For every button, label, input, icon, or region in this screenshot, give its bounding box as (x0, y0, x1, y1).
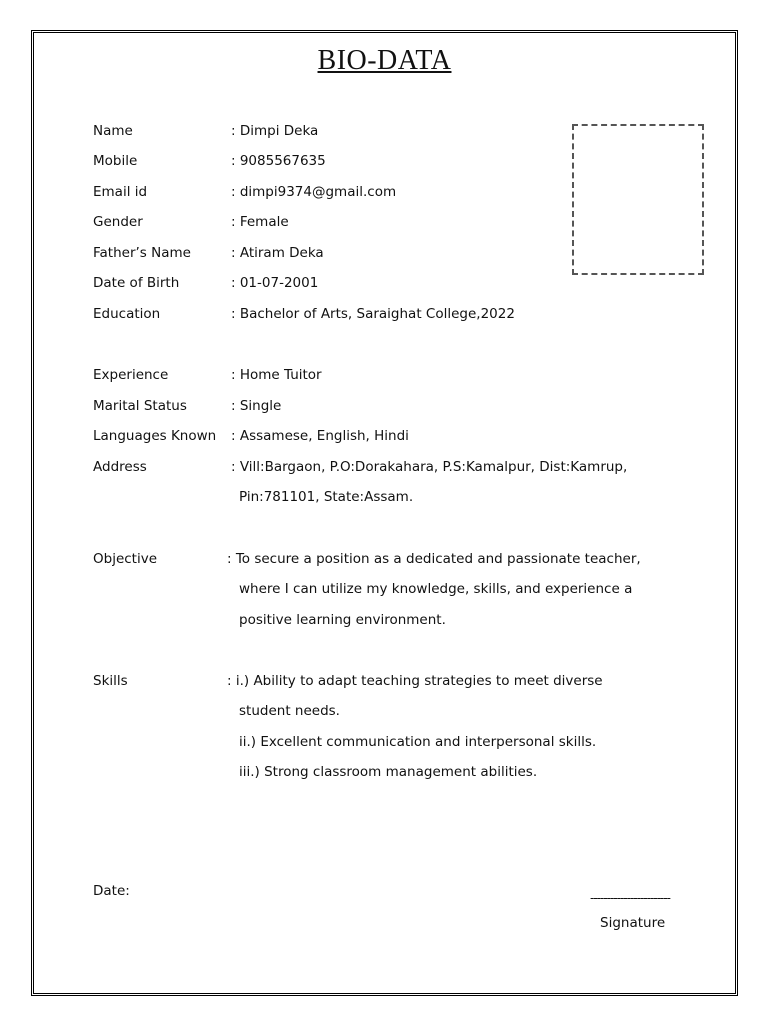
field-value: : Atiram Deka (231, 245, 324, 261)
field-value: : dimpi9374@gmail.com (231, 184, 397, 200)
field-value: : Dimpi Deka (231, 123, 319, 139)
skills-text-line: student needs. (239, 703, 340, 719)
field-label: Mobile (93, 153, 138, 169)
skills-label: Skills (93, 673, 128, 689)
field-label: Name (93, 123, 133, 139)
address-continuation: Pin:781101, State:Assam. (239, 489, 414, 505)
field-label: Languages Known (93, 428, 217, 444)
field-value: : 9085567635 (231, 153, 326, 169)
field-value: : Vill:Bargaon, P.O:Dorakahara, P.S:Kamalpur, Dist:Kamrup, (231, 459, 628, 475)
field-label: Address (93, 459, 147, 475)
field-value: : 01-07-2001 (231, 275, 319, 291)
field-value: : Female (231, 214, 289, 230)
field-value: : Home Tuitor (231, 367, 322, 383)
objective-text-line: positive learning environment. (239, 612, 446, 628)
objective-text-line: : To secure a position as a dedicated and passionate teacher, (227, 551, 641, 567)
field-value: : Assamese, English, Hindi (231, 428, 409, 444)
skills-text-line: ii.) Excellent communication and interpersonal skills. (239, 734, 597, 750)
field-label: Date of Birth (93, 275, 180, 291)
signature-label: Signature (600, 915, 666, 931)
field-label: Marital Status (93, 398, 187, 414)
photo-placeholder (572, 124, 704, 275)
field-value: : Single (231, 398, 282, 414)
page-title: BIO-DATA (317, 45, 452, 76)
objective-text-line: where I can utilize my knowledge, skills, and experience a (239, 581, 633, 597)
skills-text-line: : i.) Ability to adapt teaching strategies to meet diverse (227, 673, 603, 689)
field-value: : Bachelor of Arts, Saraighat College,2022 (231, 306, 515, 322)
field-label: Gender (93, 214, 143, 230)
field-label: Education (93, 306, 161, 322)
objective-label: Objective (93, 551, 158, 567)
signature-line: ------------------------ (590, 891, 670, 905)
bio-data-page (31, 30, 738, 996)
date-label: Date: (93, 883, 130, 899)
field-label: Email id (93, 184, 148, 200)
skills-text-line: iii.) Strong classroom management abilities. (239, 764, 538, 780)
field-label: Father’s Name (93, 245, 191, 261)
field-label: Experience (93, 367, 169, 383)
